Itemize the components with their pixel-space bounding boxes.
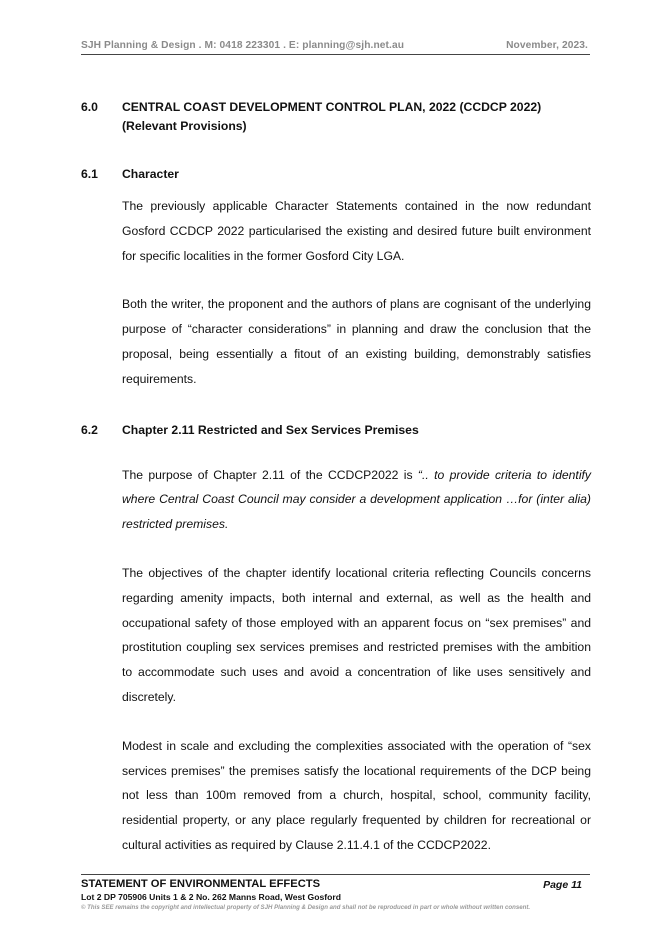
section-number: 6.2 <box>81 422 98 437</box>
page-header <box>81 40 590 55</box>
header-contact: SJH Planning & Design . M: 0418 223301 . E: planning@sjh.net.au <box>81 40 405 51</box>
section-number: 6.1 <box>81 167 98 181</box>
footer-copyright: © This SEE remains the copyright and intellectual property of SJH Planning & Design and shall not be reproduced in part or whole without written consent. <box>81 904 531 911</box>
header-date: November, 2023. <box>506 40 588 51</box>
paragraph <box>122 463 591 537</box>
footer-title: STATEMENT OF ENVIRONMENTAL EFFECTS <box>81 878 321 890</box>
paragraph: The objectives of the chapter identify locational criteria reflecting Councils concerns regarding amenity impacts, both internal and external, as well as the health and occupational safety of those employed with an apparent focus on “sex premises” and prostitution coupling sex services premises and restricted premises with the ambition to accommodate such uses and avoid a concentration of like uses sensitively and discretely. <box>122 565 591 704</box>
paragraph: Modest in scale and excluding the complexities associated with the operation of “sex services premises” the premises satisfy the locational requirements of the DCP being not less than 100m removed from a church, hospital, school, community facility, residential property, or any place regularly frequented by children for recreational or cultural activities as required by Clause 2.11.4.1 of the CCDCP2022. <box>122 738 591 852</box>
section-title: CENTRAL COAST DEVELOPMENT CONTROL PLAN, 2022 (CCDCP 2022) <box>122 100 542 114</box>
page-footer <box>81 874 590 913</box>
section-title: Chapter 2.11 Restricted and Sex Services Premises <box>122 422 419 437</box>
section-number: 6.0 <box>81 100 98 114</box>
section-heading-6-1 <box>81 165 591 184</box>
document-body <box>81 98 591 858</box>
section-title: Character <box>122 167 179 181</box>
page-number: Page 11 <box>543 879 582 891</box>
paragraph-quote: “.. to provide criteria to identify where Central Coast Council may consider a development application …for (inter alia) restricted premises. <box>122 467 592 532</box>
paragraph: The previously applicable Character Statements contained in the now redundant Gosford CCDCP 2022 particularised the existing and desired future built environment for specific localities in the former Gosford City LGA. <box>122 199 591 263</box>
section-heading-6-2 <box>81 421 591 440</box>
section-subtitle: (Relevant Provisions) <box>122 119 247 133</box>
paragraph-lead: The purpose of Chapter 2.11 of the CCDCP2022 is <box>122 467 418 482</box>
section-heading-6-0 <box>81 98 591 136</box>
paragraph: Both the writer, the proponent and the authors of plans are cognisant of the underlying purpose of “character considerations” in planning and draw the conclusion that the proposal, being essentially a fitout of an existing building, demonstrably satisfies requirements. <box>122 297 591 386</box>
footer-address: Lot 2 DP 705906 Units 1 & 2 No. 262 Manns Road, West Gosford <box>81 892 341 902</box>
